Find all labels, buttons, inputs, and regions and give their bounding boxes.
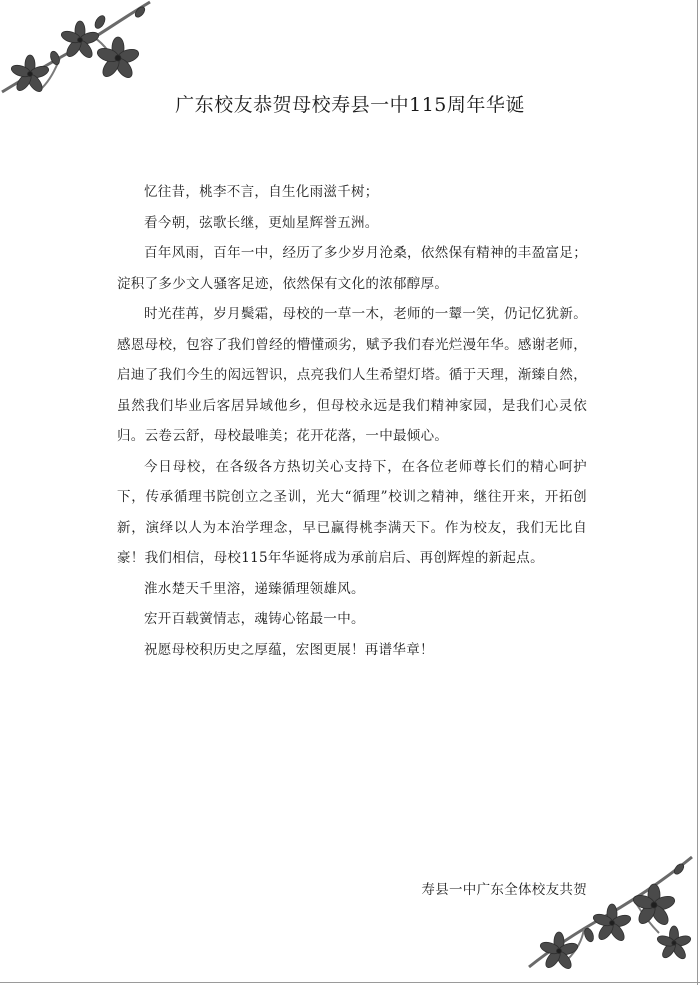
letter-body: [117, 177, 587, 665]
paragraph: 看今朝，弦歌长继，更灿星辉誉五洲。: [144, 214, 379, 231]
paragraph: 祝愿母校积历史之厚蕴，宏图更展！再谱华章！: [144, 641, 434, 658]
paragraph: 淮水楚天千里溶，递臻循理领雄风。: [144, 580, 365, 597]
paragraph: 忆往昔，桃李不言，自生化雨滋千树；: [144, 184, 379, 200]
paragraph: 时光荏苒，岁月鬓霜，母校的一草一木，老师的一颦一笑，仍记忆犹新。感恩母校，包容了我们曾经的懵懂顽劣，赋予我们春光烂漫年华。感谢老师，启迪了我们今生的闳远智识，点亮我们人生希望灯塔。循于天理，渐臻自然，虽然我们毕业后客居异域他乡，但母校永远是我们精神家园，是我们心灵依归。云卷云舒，母校最唯美；花开花落，一中最倾心。: [117, 306, 587, 444]
page-title: 广东校友恭贺母校寿县一中115周年华诞: [175, 94, 525, 116]
paragraph: 宏开百载黉情志，魂铸心铭最一中。: [144, 611, 365, 627]
signature: 寿县一中广东全体校友共贺: [421, 882, 587, 898]
flowering-branch-icon: [524, 855, 694, 975]
paragraph: 百年风雨，百年一中，经历了多少岁月沧桑，依然保有精神的丰盈富足；淀积了多少文人骚客足迹，依然保有文化的浓郁醇厚。: [117, 245, 587, 292]
page-border-right: [697, 0, 698, 985]
page-border-bottom: [0, 982, 700, 983]
paragraph: 今日母校，在各级各方热切关心支持下，在各位老师尊长们的精心呵护下，传承循理书院创立之圣训，光大“循理”校训之精神，继往开来，开拓创新，演绎以人为本治学理念，早已赢得桃李满天下。作为校友，我们无比自豪！我们相信，母校115年华诞将成为承前启后、再创辉煌的新起点。: [117, 458, 587, 566]
